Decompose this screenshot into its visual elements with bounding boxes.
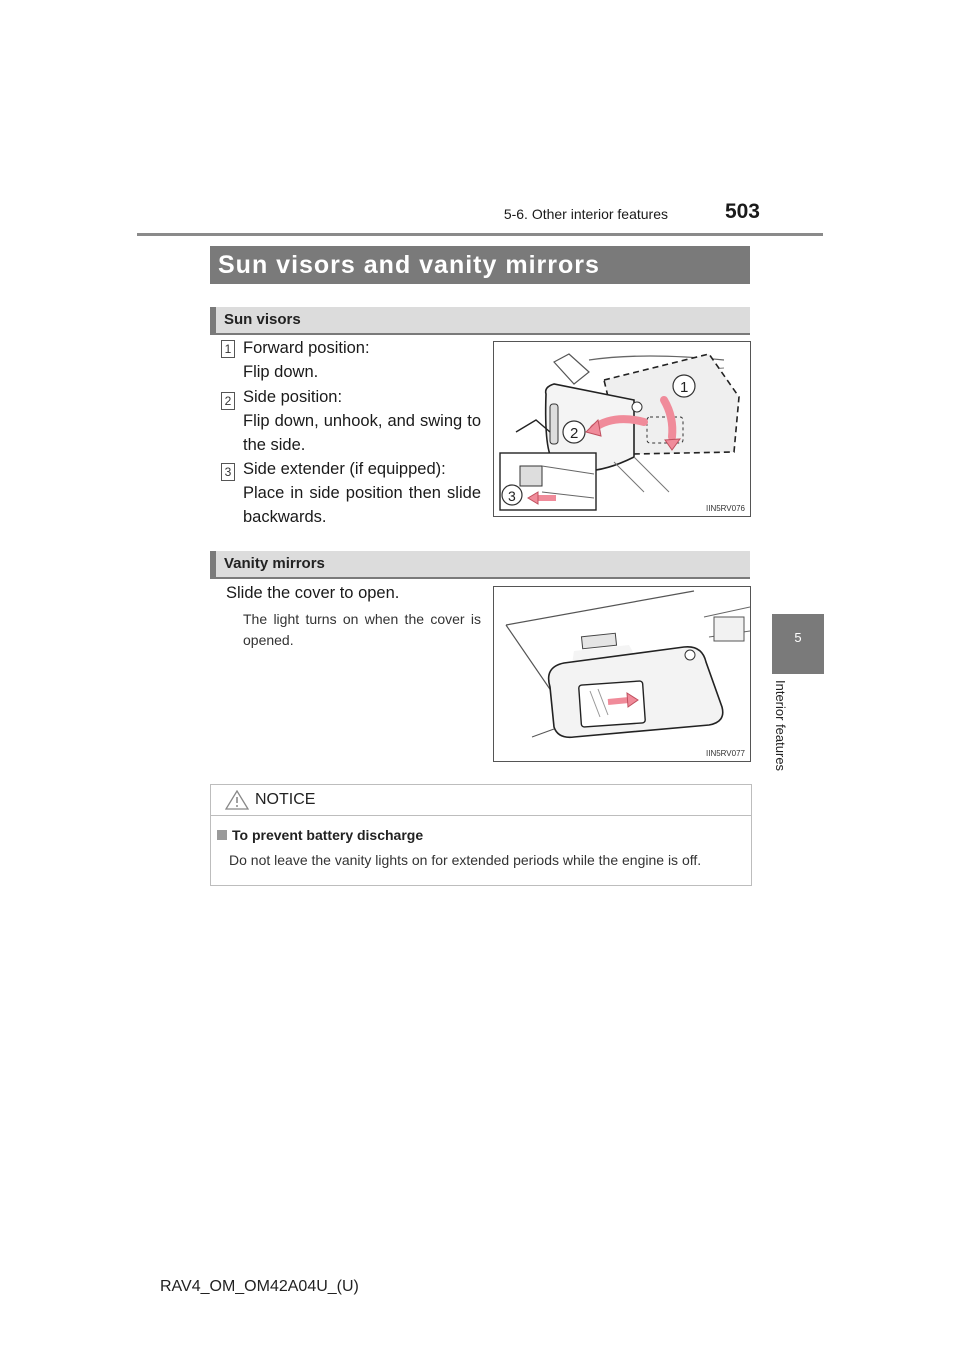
page-title: Sun visors and vanity mirrors	[218, 251, 600, 279]
item-3	[243, 457, 481, 529]
notice-body: Do not leave the vanity lights on for extended periods while the engine is off.	[229, 852, 702, 868]
page-title-bar	[210, 246, 750, 284]
callout-1: 1	[680, 379, 689, 396]
figure-code-1: IIN5RV076	[706, 504, 745, 513]
figure-code-2: IIN5RV077	[706, 749, 745, 758]
document-code: RAV4_OM_OM42A04U_(U)	[160, 1278, 359, 1295]
item-1	[243, 336, 481, 384]
item-3-desc: Place in side position then slide backwards.	[243, 484, 481, 526]
vanity-mirror-illustration	[493, 586, 751, 762]
notice-header	[211, 785, 751, 816]
item-number-1: 1	[221, 340, 235, 358]
notice-title: NOTICE	[255, 791, 316, 808]
item-1-desc: Flip down.	[243, 363, 319, 381]
bullet-square-icon	[217, 830, 227, 840]
warning-triangle-icon	[225, 790, 249, 810]
item-3-label: Side extender (if equipped):	[243, 460, 446, 478]
heading-marker	[210, 307, 216, 333]
chapter-title: Interior features	[773, 680, 788, 772]
callout-3: 3	[508, 488, 516, 504]
chapter-number: 5	[794, 630, 802, 645]
vanity-note: The light turns on when the cover is opened.	[243, 611, 481, 648]
chapter-label	[771, 680, 791, 790]
item-2	[243, 385, 481, 457]
notice-subheading-text: To prevent battery discharge	[232, 827, 424, 843]
heading-marker	[210, 551, 216, 577]
notice-box	[210, 784, 752, 886]
vanity-mirrors-heading	[210, 551, 750, 579]
sun-visor-illustration	[493, 341, 751, 517]
header-rule	[137, 233, 823, 236]
sun-visors-heading	[210, 307, 750, 335]
vanity-mirrors-heading-text: Vanity mirrors	[224, 555, 325, 572]
sun-visor-drawing	[494, 342, 750, 516]
item-number-3: 3	[221, 463, 235, 481]
vanity-instruction: Slide the cover to open.	[226, 584, 400, 602]
item-1-label: Forward position:	[243, 339, 370, 357]
notice-subheading	[217, 827, 423, 843]
sun-visors-heading-text: Sun visors	[224, 311, 301, 328]
page-number: 503	[724, 200, 760, 223]
item-number-2: 2	[221, 392, 235, 410]
section-title: 5-6. Other interior features	[503, 206, 668, 222]
item-2-label: Side position:	[243, 388, 343, 406]
callout-2: 2	[570, 425, 579, 442]
item-2-desc: Flip down, unhook, and swing to the side.	[243, 412, 481, 454]
vanity-mirror-drawing	[494, 587, 750, 761]
